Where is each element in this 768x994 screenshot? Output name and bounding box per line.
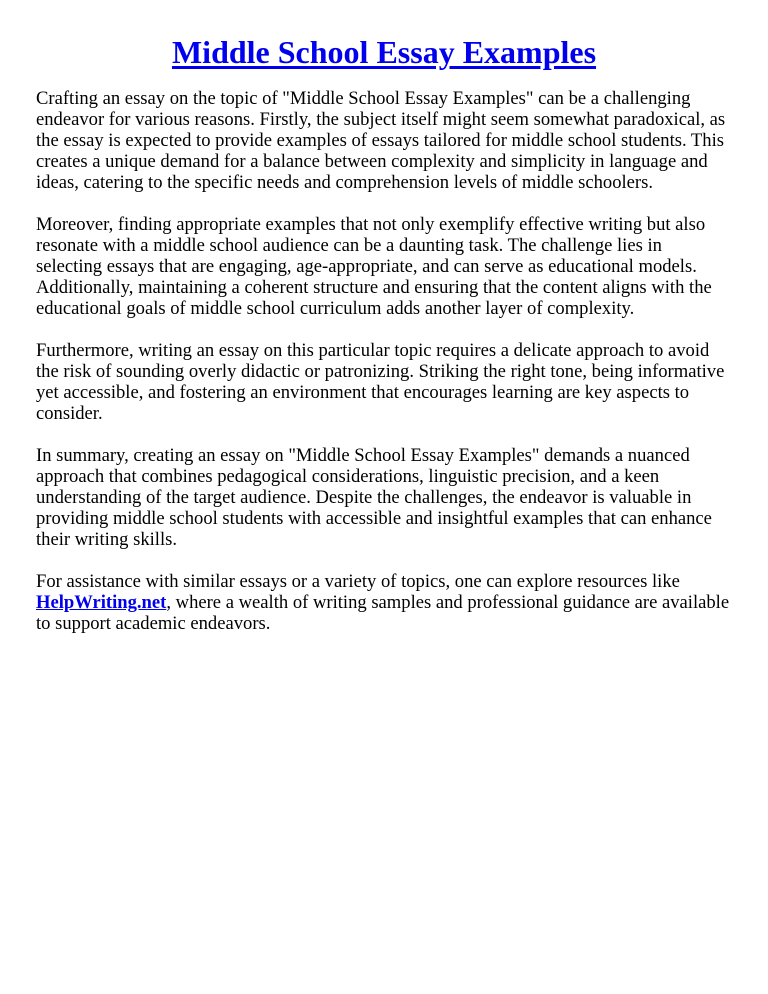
resources-text-before: For assistance with similar essays or a variety of topics, one can explore resources like — [36, 571, 680, 592]
resources-text-after: , where a wealth of writing samples and professional guidance are available to support academic endeavors. — [36, 592, 730, 634]
page-title-link[interactable]: Middle School Essay Examples — [171, 34, 597, 70]
paragraph-summary: In summary, creating an essay on "Middle School Essay Examples" demands a nuanced approach that combines pedagogical considerations, linguistic precision, and a keen understanding of the target audience. Despite the challenges, the endeavor is valuable in providing middle school students with accessible and insightful examples that can enhance their writing skills. — [36, 445, 712, 550]
title-container — [36, 0, 732, 71]
paragraph-resources — [36, 571, 732, 634]
paragraph-intro: Crafting an essay on the topic of "Middle School Essay Examples" can be a challenging endeavor for various reasons. Firstly, the subject itself might seem somewhat paradoxical, as the essay is expected to provide examples of essays tailored for middle school students. This creates a unique demand for a balance between complexity and simplicity in language and ideas, catering to the specific needs and comprehension levels of middle schoolers. — [36, 88, 726, 193]
helpwriting-link[interactable]: HelpWriting.net — [36, 592, 167, 613]
paragraph-examples: Moreover, finding appropriate examples that not only exemplify effective writing but also resonate with a middle school audience can be a daunting task. The challenge lies in selecting essays that are engaging, age-appropriate, and can serve as educational models. Additionally, maintaining a coherent structure and ensuring that the content aligns with the educational goals of middle school curriculum adds another layer of complexity. — [36, 214, 712, 319]
paragraph-approach: Furthermore, writing an essay on this particular topic requires a delicate approach to avoid the risk of sounding overly didactic or patronizing. Striking the right tone, being informative yet accessible, and fostering an environment that encourages learning are key aspects to consider. — [36, 340, 725, 424]
